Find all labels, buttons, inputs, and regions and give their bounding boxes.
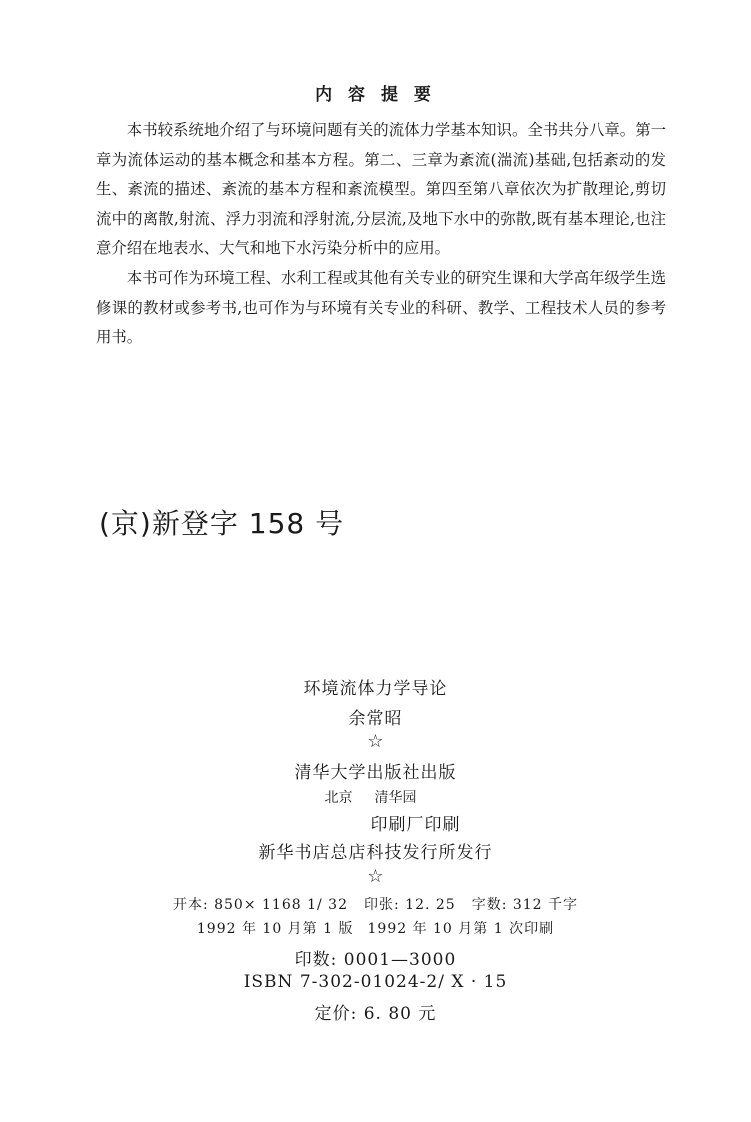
printer: 印刷厂印刷 xyxy=(370,815,461,835)
summary-paragraph: 本书可作为环境工程、水利工程或其他有关专业的研究生课和大学高年级学生选修课的教材或参考书,也可作为与环境有关专业的科研、教学、工程技术人员的参考用书。 xyxy=(96,268,666,347)
edition-info xyxy=(0,918,751,938)
registration-number: (京)新登字 158 号 xyxy=(99,507,345,540)
star-divider-icon: ☆ xyxy=(367,731,384,752)
print-run: 印数: 0001—3000 xyxy=(294,950,457,970)
star-divider-icon: ☆ xyxy=(367,866,384,887)
printing: 1992 年 10 月第 1 次印刷 xyxy=(367,921,555,937)
printed-sheets: 印张: 12. 25 xyxy=(364,897,456,913)
summary-paragraph: 本书较系统地介绍了与环境问题有关的流体力学基本知识。全书共分八章。第一章为流体运动的基本概念和基本方程。第二、三章为紊流(湍流)基础,包括紊动的发生、紊流的描述、紊流的基本方程和紊流模型。第四至第八章依次为扩散理论,剪切流中的离散,射流、浮力羽流和浮射流,分层流,及地下水中的弥散,既有基本理论,也注意介绍在地表水、大气和地下水污染分析中的应用。 xyxy=(96,121,666,258)
specifications xyxy=(0,894,751,914)
publisher-address xyxy=(0,787,746,807)
price: 定价: 6. 80 元 xyxy=(314,1004,437,1024)
summary-title: 内 容 提 要 xyxy=(315,85,436,105)
summary-body xyxy=(96,116,666,353)
format-size: 开本: 850× 1168 1/ 32 xyxy=(172,897,348,913)
author: 余常昭 xyxy=(348,709,403,729)
publisher-district: 清华园 xyxy=(374,790,417,806)
word-count: 字数: 312 千字 xyxy=(471,897,579,913)
isbn: ISBN 7-302-01024-2/ X · 15 xyxy=(243,972,508,992)
publisher-city: 北京 xyxy=(324,790,353,806)
book-title: 环境流体力学导论 xyxy=(303,679,448,699)
edition: 1992 年 10 月第 1 版 xyxy=(196,921,354,937)
distributor: 新华书店总店科技发行所发行 xyxy=(258,843,493,863)
publisher: 清华大学出版社出版 xyxy=(294,763,457,783)
